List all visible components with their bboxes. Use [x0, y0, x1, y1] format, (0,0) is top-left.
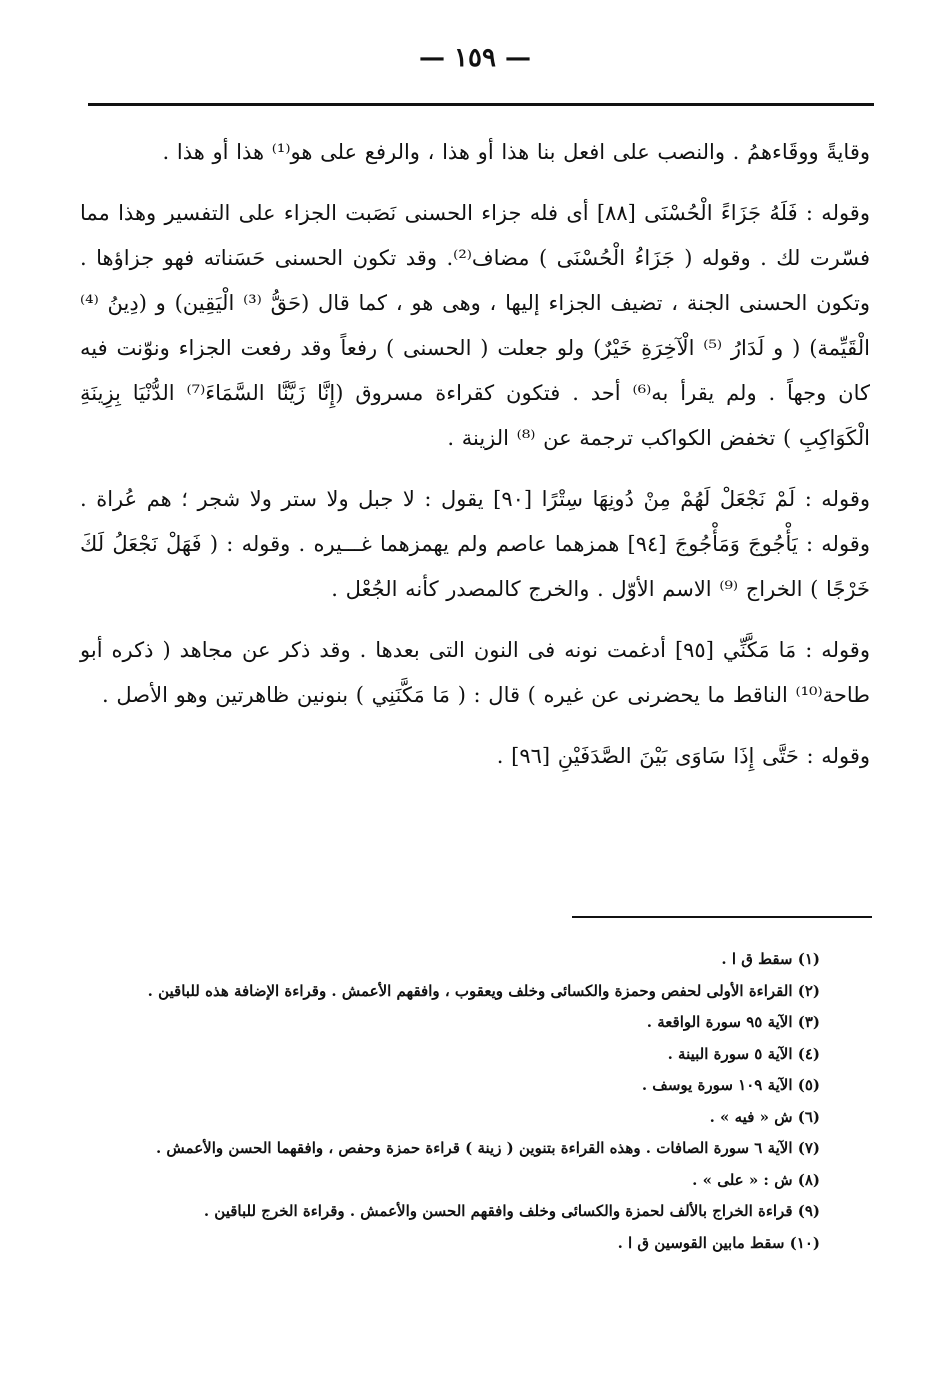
footnote-5: (٥) الآية ١٠٩ سورة يوسف .	[641, 1076, 820, 1094]
main-text	[80, 130, 870, 779]
footnote-1: (١) سقط ق ا .	[721, 950, 820, 968]
footnote-rule	[572, 916, 872, 918]
footnotes	[80, 944, 820, 1259]
page-number: — ١٥٩ —	[418, 43, 532, 73]
header-rule	[88, 103, 874, 106]
footnote-10: (١٠) سقط مابين القوسين ق ا .	[617, 1233, 820, 1252]
footnote-6: (٦) ش « فيه » .	[709, 1107, 820, 1126]
footnote-8: (٨) ش : « على » .	[692, 1170, 820, 1189]
paragraph-3: وقوله : لَمْ نَجْعَلْ لَهُمْ مِنْ دُونِهَا سِتْرًا [٩٠] يقول : لا جبل ولا ستر ولا شجر ؛ هم عُراة . وقوله : يَأْجُوجَ وَمَأْجُوجَ [٩٤] همزهما عاصم ولم يهمزهما غـــيره . وقوله : ( فَهَلْ نَجْعَلُ لَكَ خَرْجًا ) الخراج ⁽⁹⁾ الاسم الأوّل . والخرج كالمصدر كأنه الجُعْل .	[80, 487, 870, 601]
footnote-3: (٣) الآية ٩٥ سورة الواقعة .	[646, 1013, 820, 1031]
footnote-2: (٢) القراءة الأولى لحفص وحمزة والكسائى وخلف ويعقوب ، وافقهم الأعمش . وقراءة الإضافة هذه للباقين .	[147, 981, 820, 1000]
paragraph-4: وقوله : مَا مَكَّنِّي [٩٥] أدغمت نونه فى النون التى بعدها . وقد ذكر عن مجاهد ( ذكره أبو طاحة⁽¹⁰⁾ الناقط ما يحضرنى عن غيره ) قال : ( مَا مَكَّنَنِي ) بنونين ظاهرتين وهو الأصل .	[80, 638, 870, 707]
paragraph-2: وقوله : فَلَهُ جَزَاءً الْحُسْنَى [٨٨] أى فله جزاء الحسنى نَصَبت الجزاء على التفسير وهذا مما فسّرت لك . وقوله ( جَزَاءُ الْحُسْنَى ) مضاف⁽²⁾. وقد تكون الحسنى حَسَناته فهو جزاؤها . وتكون الحسنى الجنة ، تضيف الجزاء إليها ، وهى هو ، كما قال (حَقُّ ⁽³⁾ الْيَقِين) و (دِينُ ⁽⁴⁾ الْقَيِّمة) ( و لَدَارُ ⁽⁵⁾ الْآخِرَةِ خَيْرٌ) ولو جعلت ( الحسنى ) رفعاً وقد رفعت الجزاء ونوّنت فيه كان وجهاً . ولم يقرأ به⁽⁶⁾ أحد . فتكون كقراءة مسروق (إِنَّا زَيَّنَّا السَّمَاءَ⁽⁷⁾ الدُّنْيَا بِزِينَةِ الْكَوَاكِبِ ) تخفض الكواكب ترجمة عن ⁽⁸⁾ الزينة .	[80, 201, 870, 450]
footnote-4: (٤) الآية ٥ سورة البينة .	[667, 1044, 820, 1063]
paragraph-1: وقايةً ووقَاءهمُ . والنصب على افعل بنا هذا أو هذا ، والرفع على هو⁽¹⁾ هذا أو هذا .	[162, 140, 870, 164]
paragraph-5: وقوله : حَتَّى إِذَا سَاوَى بَيْنَ الصَّدَفَيْنِ [٩٦] .	[496, 744, 870, 768]
footnote-9: (٩) قراءة الخراج بالألف لحمزة والكسائى وخلف وافقهم الحسن والأعمش . وقراءة الخرج للباقين .	[203, 1202, 820, 1220]
footnote-7: (٧) الآية ٦ سورة الصافات . وهذه القراءة بتنوين ( زينة ) قراءة حمزة وحفص ، وافقهما الحسن والأعمش .	[155, 1139, 820, 1157]
